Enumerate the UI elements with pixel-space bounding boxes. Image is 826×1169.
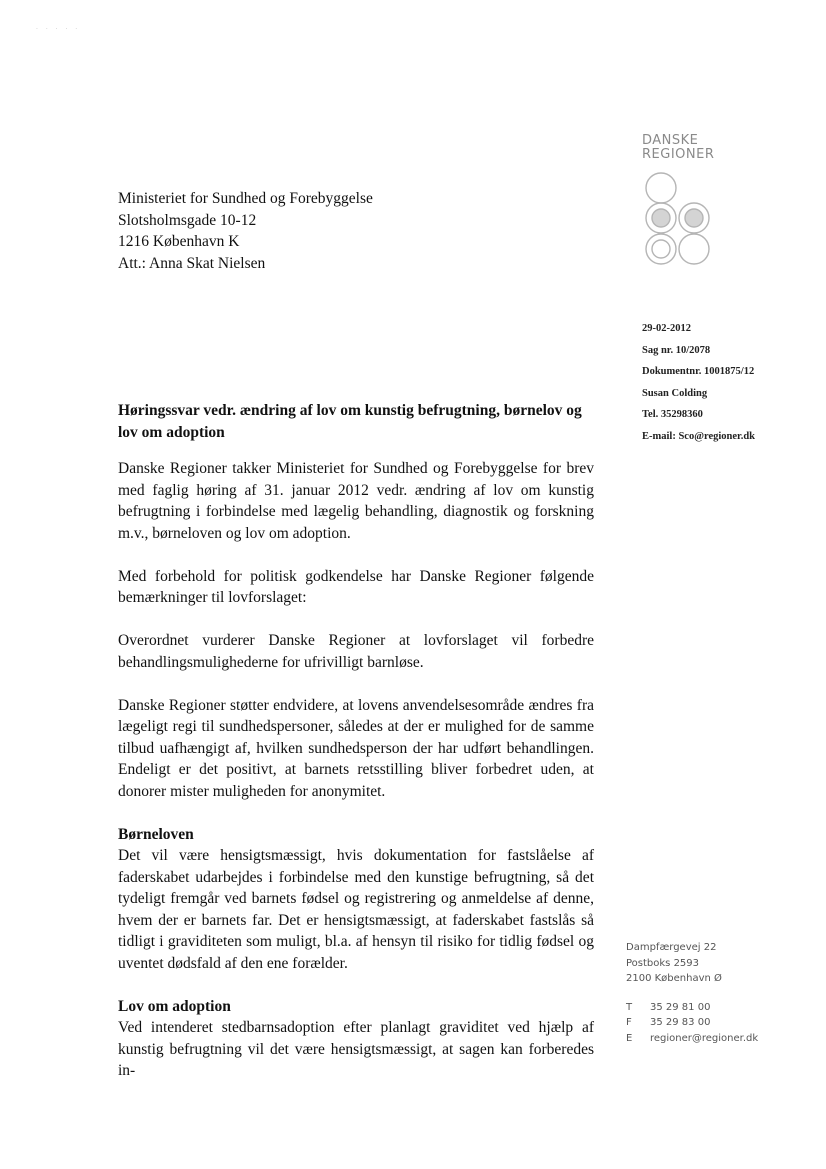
danske-regioner-logo bbox=[642, 134, 722, 268]
body-paragraph: Danske Regioner støtter endvidere, at lovens anvendelsesområde ændres fra lægeligt regi til sundhedspersoner, således at der er mulighed for de samme tilbud uafhængigt af, hvilken sundhedsperson der har udført behandlingen. Endeligt er det positivt, at barnets retsstilling bliver forbedret uden, at donorer mister muligheden for anonymitet. bbox=[118, 696, 594, 800]
section-heading: Børneloven bbox=[118, 825, 194, 843]
phone-row bbox=[626, 1000, 758, 1016]
section-text: Det vil være hensigtsmæssigt, hvis dokumentation for fastslåelse af faderskabet udarbejdes i forbindelse med den kunstige befrugtning, så det tydeligt fremgår ved barnets fødsel og registrering og anmeldelse af denne, hvem der er barnets far. Det er hensigtsmæssigt, at faderskabet fastslås så tidligt i graviditeten som muligt, bl.a. af hensyn til risiko for tidlig fødsel og uventet dødsfald af den ene forælder. bbox=[118, 847, 594, 972]
letter-metadata bbox=[642, 318, 755, 447]
letter-body bbox=[118, 458, 594, 1103]
body-paragraph: Danske Regioner takker Ministeriet for Sundhed og Forebyggelse for brev med faglig høring af 31. januar 2012 vedr. ændring af lov om kunstig befrugtning i forbindelse med lægelig behandling, diagnostik og forskning m.v., børneloven og lov om adoption. bbox=[118, 460, 594, 542]
section-heading: Lov om adoption bbox=[118, 997, 231, 1015]
recipient-line: Ministeriet for Sundhed og Forebyggelse bbox=[118, 190, 373, 207]
letter-date: 29-02-2012 bbox=[642, 323, 691, 334]
document-number: Dokumentnr. 1001875/12 bbox=[642, 366, 755, 377]
email-row bbox=[626, 1031, 758, 1047]
fax-value: 35 29 83 00 bbox=[650, 1017, 711, 1028]
phone-value: 35 29 81 00 bbox=[650, 1001, 711, 1013]
contact-phone: Tel. 35298360 bbox=[642, 409, 703, 420]
section-text: Ved intenderet stedbarnsadoption efter planlagt graviditet ved hjælp af kunstig befrugtning vil det være hensigtsmæssigt, at sagen kan forberedes in- bbox=[118, 1019, 594, 1079]
contact-email: E-mail: Sco@regioner.dk bbox=[642, 430, 756, 442]
body-paragraph: Overordnet vurderer Danske Regioner at lovforslaget vil forbedre behandlingsmulighederne for ufrivilligt barnløse. bbox=[118, 632, 594, 671]
recipient-line: Slotsholmsgade 10-12 bbox=[118, 211, 257, 229]
scan-artifact: · · · · · bbox=[36, 26, 81, 33]
recipient-line: Att.: Anna Skat Nielsen bbox=[118, 254, 266, 272]
recipient-line: 1216 København K bbox=[118, 233, 240, 250]
logo-line-2: REGIONER bbox=[642, 147, 715, 162]
logo-circles-icon bbox=[642, 170, 718, 268]
email-value: regioner@regioner.dk bbox=[650, 1032, 759, 1044]
case-number: Sag nr. 10/2078 bbox=[642, 344, 711, 356]
fax-key: F bbox=[626, 1017, 632, 1028]
fax-row bbox=[626, 1015, 758, 1031]
address-line: Dampfærgevej 22 bbox=[626, 942, 717, 953]
contact-person: Susan Colding bbox=[642, 387, 708, 399]
sender-footer bbox=[626, 940, 758, 1046]
recipient-address bbox=[118, 188, 373, 274]
logo-line-1: DANSKE bbox=[642, 133, 699, 148]
letter-subject: Høringssvar vedr. ændring af lov om kunstig befrugtning, børnelov og lov om adoption bbox=[118, 402, 582, 441]
address-line: 2100 København Ø bbox=[626, 973, 722, 984]
body-paragraph: Med forbehold for politisk godkendelse har Danske Regioner følgende bemærkninger til lovforslaget: bbox=[118, 567, 594, 606]
address-line: Postboks 2593 bbox=[626, 957, 700, 969]
email-key: E bbox=[626, 1032, 633, 1044]
phone-key: T bbox=[626, 1001, 633, 1013]
